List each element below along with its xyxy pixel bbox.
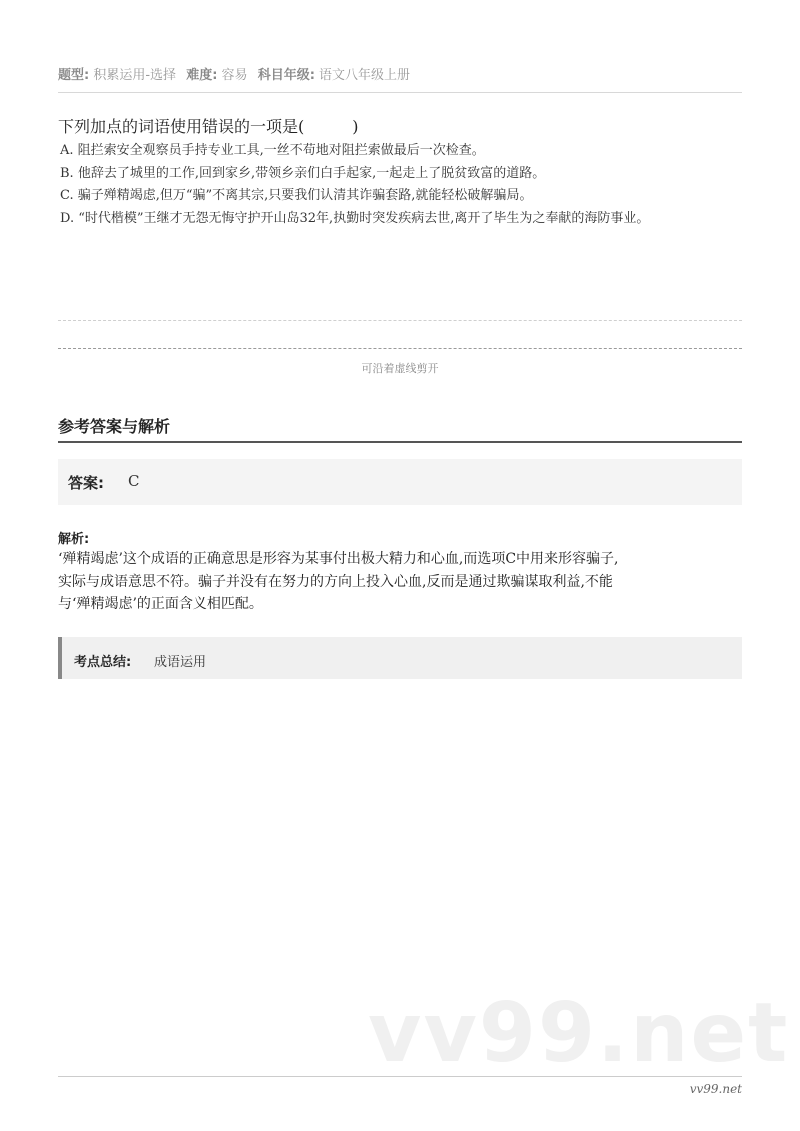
question-meta [58, 64, 410, 83]
question-stem: 下列加点的词语使用错误的一项是( ) [58, 117, 359, 136]
subject-value: 语文八年级上册 [319, 68, 411, 83]
meta-divider [58, 92, 742, 93]
answer-space-line [58, 320, 742, 321]
keypoint-value: 成语运用 [154, 655, 207, 670]
option-d: D. “时代楷模”王继才无怨无悔守护开山岛32年,执勤时突发疾病去世,离开了毕生为之奉献的海防事业。 [60, 210, 650, 226]
answer-box [58, 459, 742, 505]
reference-divider [58, 441, 742, 443]
type-label: 题型: [58, 68, 90, 83]
option-c: C. 骗子殚精竭虑,但万“骗”不离其宗,只要我们认清其诈骗套路,就能轻松破解骗局。 [60, 188, 533, 203]
footer-site: vv99.net [689, 1082, 742, 1096]
analysis-line: ‘殚精竭虑’这个成语的正确意思是形容为某事付出极大精力和心血,而选项C中用来形容骗子, [58, 551, 619, 567]
subject-label: 科目年级: [257, 68, 315, 83]
analysis-line: 与‘殚精竭虑’的正面含义相匹配。 [58, 596, 263, 612]
difficulty-value: 容易 [221, 68, 248, 83]
analysis-text [58, 548, 748, 616]
option-a: A. 阻拦索安全观察员手持专业工具,一丝不苟地对阻拦索做最后一次检查。 [60, 143, 485, 158]
type-value: 积累运用-选择 [93, 68, 177, 83]
footer-divider [58, 1076, 742, 1077]
option-b: B. 他辞去了城里的工作,回到家乡,带领乡亲们白手起家,一起走上了脱贫致富的道路。 [60, 165, 546, 181]
watermark: vv99.net [368, 986, 790, 1081]
keypoint-label: 考点总结: [74, 655, 132, 670]
keypoint-box [58, 637, 742, 679]
answer-value: C [128, 472, 140, 490]
cut-hint: 可沿着虚线剪开 [361, 362, 439, 375]
option-list [60, 140, 744, 230]
analysis-line: 实际与成语意思不符。骗子并没有在努力的方向上投入心血,反而是通过欺骗谋取利益,不能 [58, 573, 613, 590]
analysis-label: 解析: [58, 532, 90, 547]
difficulty-label: 难度: [186, 68, 218, 83]
cut-line [58, 348, 742, 349]
reference-title: 参考答案与解析 [58, 417, 171, 436]
answer-label: 答案: [68, 474, 104, 492]
